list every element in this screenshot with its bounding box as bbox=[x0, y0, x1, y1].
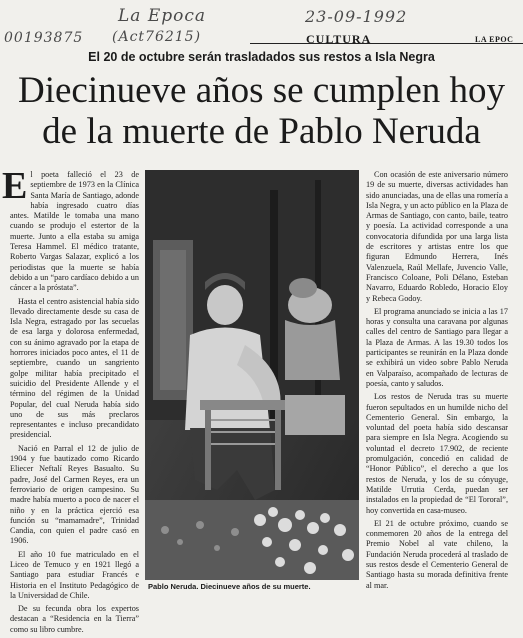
headline-line-1: Diecinueve años se cumplen hoy bbox=[17, 70, 506, 111]
paragraph: Nació en Parral el 12 de julio de 1904 y fue bautizado como Ricardo Eliecer Neftalí Reyes Basualto. Su padre, José del Carmen Reyes, era un ferroviario de origen campesino. Su madre había muerto a poco de nacer el niño y en la práctica ejerció esa función su “mamamadre”, Trinidad Candia, con quien el padre casó en 1906. bbox=[10, 443, 139, 546]
left-text-column bbox=[2, 165, 139, 638]
paragraph: El 21 de octubre próximo, cuando se conmemoren 20 años de la entrega del Premio Nobel al vate chileno, la Fundación Neruda procederá al traslado de sus restos desde el Cementerio General de Santiago hasta su morada definitiva frente al mar. bbox=[366, 518, 508, 590]
photo-illustration bbox=[145, 170, 359, 580]
paragraph: Con ocasión de este aniversario número 19 de su muerte, diversas actividades han sido anunciadas, una de ellas una romería a Isla Negra, y un acto público en la Plaza de Armas de Santiago, con canto, baile, teatro y poesía. La actividad corresponde a una convocatoria difundida por una larga lista de escritores y artistas entre los que figuran Edmundo Herrera, Inés Valenzuela, Raúl Mellafe, Juvencio Valle, Francisco Coloane, Poli Délano, Esteban Navarro, Eduardo Robledo, Horacio Eloy y Rebeca Godoy. bbox=[366, 170, 508, 303]
right-text-column bbox=[366, 170, 508, 594]
paragraph: De su fecunda obra los expertos destacan a “Residencia en la Tierra” como su libro cumbre. bbox=[10, 604, 139, 634]
article-headline bbox=[0, 70, 523, 152]
paragraph: El programa anunciado se inicia a las 17 horas y consulta una caravana por algunas calles del centro de Santiago para llegar a la Plaza de Armas. A las 19.30 todos los participantes se reunirán en la Plaza donde se exhibirá un video sobre Pablo Neruda en Valparaíso, acompañado de lecturas de poesía, canto y saludos. bbox=[366, 306, 508, 388]
paragraph: El año 10 fue matriculado en el Liceo de Temuco y en 1921 llegó a Santiago para estudiar Francés e Historia en el Instituto Pedagógico de la Universidad de Chile. bbox=[10, 549, 139, 600]
paragraph-text: l poeta falleció el 23 de septiembre de 1973 en la Clínica Santa María de Santiago, adonde había ingresado cuatro días antes. Matilde le tomaba una mano cuando se produjo el estertor de la muerte. Junto a ella estaba su amiga Teresa Hammel. El médico tratante, Roberto Vargas Salazar, explicó a los periodistas que la muerte se había debido a un “paro cardíaco debido a un cáncer a la próstata”. bbox=[10, 170, 139, 293]
article-kicker: El 20 de octubre serán trasladados sus restos a Isla Negra bbox=[88, 50, 435, 64]
handwritten-publication-note: La Epoca bbox=[118, 6, 207, 26]
paragraph bbox=[2, 165, 139, 294]
handwritten-date-note: 23-09-1992 bbox=[305, 7, 408, 26]
masthead-fragment: LA EPOC bbox=[475, 35, 514, 44]
headline-line-2: de la muerte de Pablo Neruda bbox=[42, 111, 481, 152]
handwritten-archive-id-2: (Act76215) bbox=[112, 29, 202, 45]
photo-caption: Pablo Neruda. Diecinueve años de su muerte. bbox=[148, 582, 311, 591]
paragraph: Los restos de Neruda tras su muerte fueron sepultados en un humilde nicho del Cementerio General. Sin embargo, la voluntad del poeta había sido descansar para siempre en Isla Negra. Acogiendo su voluntad el decreto 17.902, de reciente promulgación, concedió en calidad de “Honor Público”, el derecho a que los restos de Neruda, y los de su cónyuge, Matilde Urrutia Cerda, puedan ser instalados en la propiedad de “El Tororal”, hoy convertida en casa-museo. bbox=[366, 392, 508, 515]
neruda-photograph bbox=[145, 170, 359, 580]
drop-cap: E bbox=[2, 165, 28, 207]
paragraph: Hasta el centro asistencial había sido llevado directamente desde su casa de Isla Negra, estragado por las secuelas de esa larga y dolorosa enfermedad, con su ánimo agravado por la etapa de horrores iniciados poco antes, el 11 de septiembre, cuando un sangriento golpe militar había precipitado el suicidio del Presidente Allende y el término del régimen de la Unidad Popular, del cual Neruda había sido uno de sus más preclaros representantes e incluso precandidato presidencial. bbox=[10, 296, 139, 440]
handwritten-archive-id: 00193875 bbox=[4, 30, 84, 46]
section-label: CULTURA bbox=[306, 32, 372, 46]
